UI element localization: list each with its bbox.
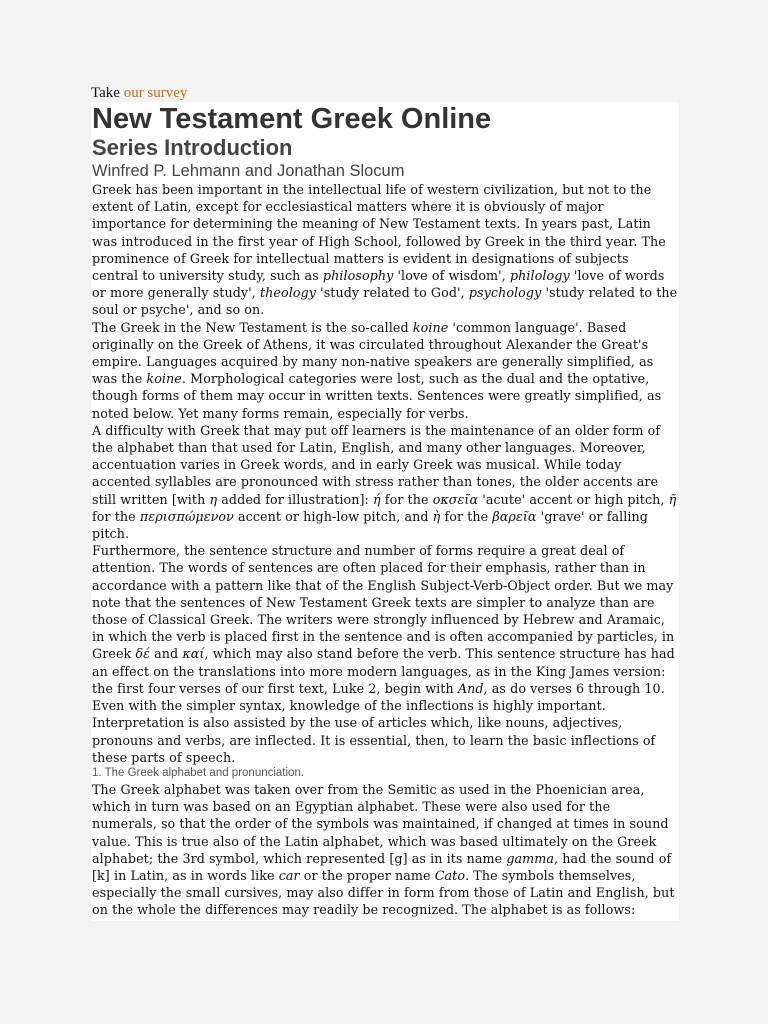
greek-eta-acute: ή <box>373 491 381 507</box>
text-run: 'love of wisdom', <box>393 268 510 284</box>
term-philology: philology <box>509 268 570 284</box>
term-cato: Cato <box>434 867 466 883</box>
text-run: or the proper name <box>299 867 435 883</box>
greek-eta: η <box>209 491 218 507</box>
term-koine: koine <box>146 371 182 387</box>
term-philosophy: philosophy <box>322 268 394 284</box>
section-heading-alphabet: 1. The Greek alphabet and pronunciation. <box>92 766 305 779</box>
text-run: for the <box>92 508 140 524</box>
text-run: . The symbols themselves, especially the small cursives, may also differ in form from those of Latin and English, but on the whole the differences may readily be recognized. The alphabet is as follows: <box>92 867 675 918</box>
paragraph-1 <box>92 181 678 319</box>
paragraph-2 <box>92 319 678 422</box>
document-body <box>91 102 679 921</box>
text-run: for the <box>380 491 433 507</box>
text-run: , as do verses 6 through 10. Even with the simpler syntax, knowledge of the inflections is highly important. Interpretation is also assisted by the use of articles which, like nouns, adjectives, pronouns and verbs, are inflected. It is essential, then, to learn the basic inflections of these parts of speech. <box>92 680 665 765</box>
text-run: 'study related to the soul or psyche', and so on. <box>92 285 678 318</box>
greek-eta-grave: ὴ <box>432 508 441 524</box>
survey-link[interactable]: our survey <box>123 85 188 101</box>
text-run: The Greek alphabet was taken over from the Semitic as used in the Phoenician area, which in turn was based on an Egyptian alphabet. These were also used for the numerals, so that the order of the symbols was maintained, if changed at times in sound value. This is true also of the Latin alphabet, which was based ultimately on the Greek alphabet; the 3rd symbol, which represented [g] as in its name <box>92 781 669 866</box>
greek-bareia: βαρεῖα <box>492 508 537 524</box>
paragraph-5 <box>92 781 678 919</box>
text-run: added for illustration]: <box>217 491 373 507</box>
page-content <box>91 84 679 921</box>
term-gamma: gamma <box>506 850 555 866</box>
term-car: car <box>278 867 300 883</box>
text-run: Furthermore, the sentence structure and number of forms require a great deal of attention. The words of sentences are often placed for their emphasis, rather than in accordance with a pattern like that of the English Subject-Verb-Object order. But we may note that the sentences of New Testament Greek texts are simpler to analyze than are those of Classical Greek. The writers were strongly influenced by Hebrew and Aramaic, in which the verb is placed first in the sentence and is often accompanied by particles, in Greek <box>92 543 675 662</box>
greek-perispomenon: περισπώμενον <box>139 508 234 524</box>
greek-de: δέ <box>135 646 151 662</box>
text-run: A difficulty with Greek that may put off learners is the maintenance of an older form of the alphabet than that used for Latin, English, and many other languages. Moreover, accentuation varies in Greek words, and in early Greek was musical. While today accented syllables are pronounced with stress rather than tones, the older accents are still written [with <box>92 422 661 507</box>
survey-prefix: Take <box>91 85 124 101</box>
paragraph-4 <box>92 542 678 766</box>
page-subtitle: Series Introduction <box>92 135 293 160</box>
term-koine: koine <box>412 319 449 335</box>
text-run: 'love of words or more generally study', <box>92 268 665 301</box>
term-theology: theology <box>259 285 317 301</box>
greek-eta-circumflex: ῆ <box>668 491 677 507</box>
text-run: . Morphological categories were lost, such as the dual and the optative, though forms of them may occur in written texts. Sentences were greatly simplified, as noted below. Yet many forms remain, especially for verbs. <box>92 371 662 421</box>
page-title: New Testament Greek Online <box>92 103 492 135</box>
text-run: , had the sound of [k] in Latin, as in words like <box>92 850 672 883</box>
text-run: Greek has been important in the intellectual life of western civilization, but not to the extent of Latin, except for ecclesiastical matters where it is obviously of major importance for determining the meaning of New Testament texts. In years past, Latin was introduced in the first year of High School, followed by Greek in the third year. The prominence of Greek for intellectual matters is evident in designations of subjects central to university study, such as <box>92 182 666 284</box>
term-and: And <box>457 680 484 696</box>
greek-kai: καί <box>182 646 205 662</box>
text-run: , which may also stand before the verb. This sentence structure has had an effect on the translations into more modern languages, as in the King James version: the first four verses of our first text, Luke 2, begin with <box>92 646 675 696</box>
text-run: and <box>150 646 183 662</box>
text-run: 'common language'. Based originally on the Greek of Athens, it was circulated throughout Alexander the Great's empire. Languages acquired by many non-native speakers are generally simplified, as was the <box>92 319 654 387</box>
text-run: accent or high-low pitch, and <box>233 508 433 524</box>
text-run: The Greek in the New Testament is the so-called <box>92 319 413 335</box>
greek-oxeia: οκσεῖα <box>432 491 479 507</box>
text-run: 'acute' accent or high pitch, <box>478 491 669 507</box>
text-run: for the <box>440 508 493 524</box>
term-psychology: psychology <box>468 285 542 301</box>
authors: Winfred P. Lehmann and Jonathan Slocum <box>92 162 405 180</box>
survey-banner <box>91 84 679 102</box>
text-run: 'study related to God', <box>316 285 469 301</box>
text-run: 'grave' or falling pitch. <box>92 508 648 542</box>
paragraph-3 <box>92 422 678 542</box>
